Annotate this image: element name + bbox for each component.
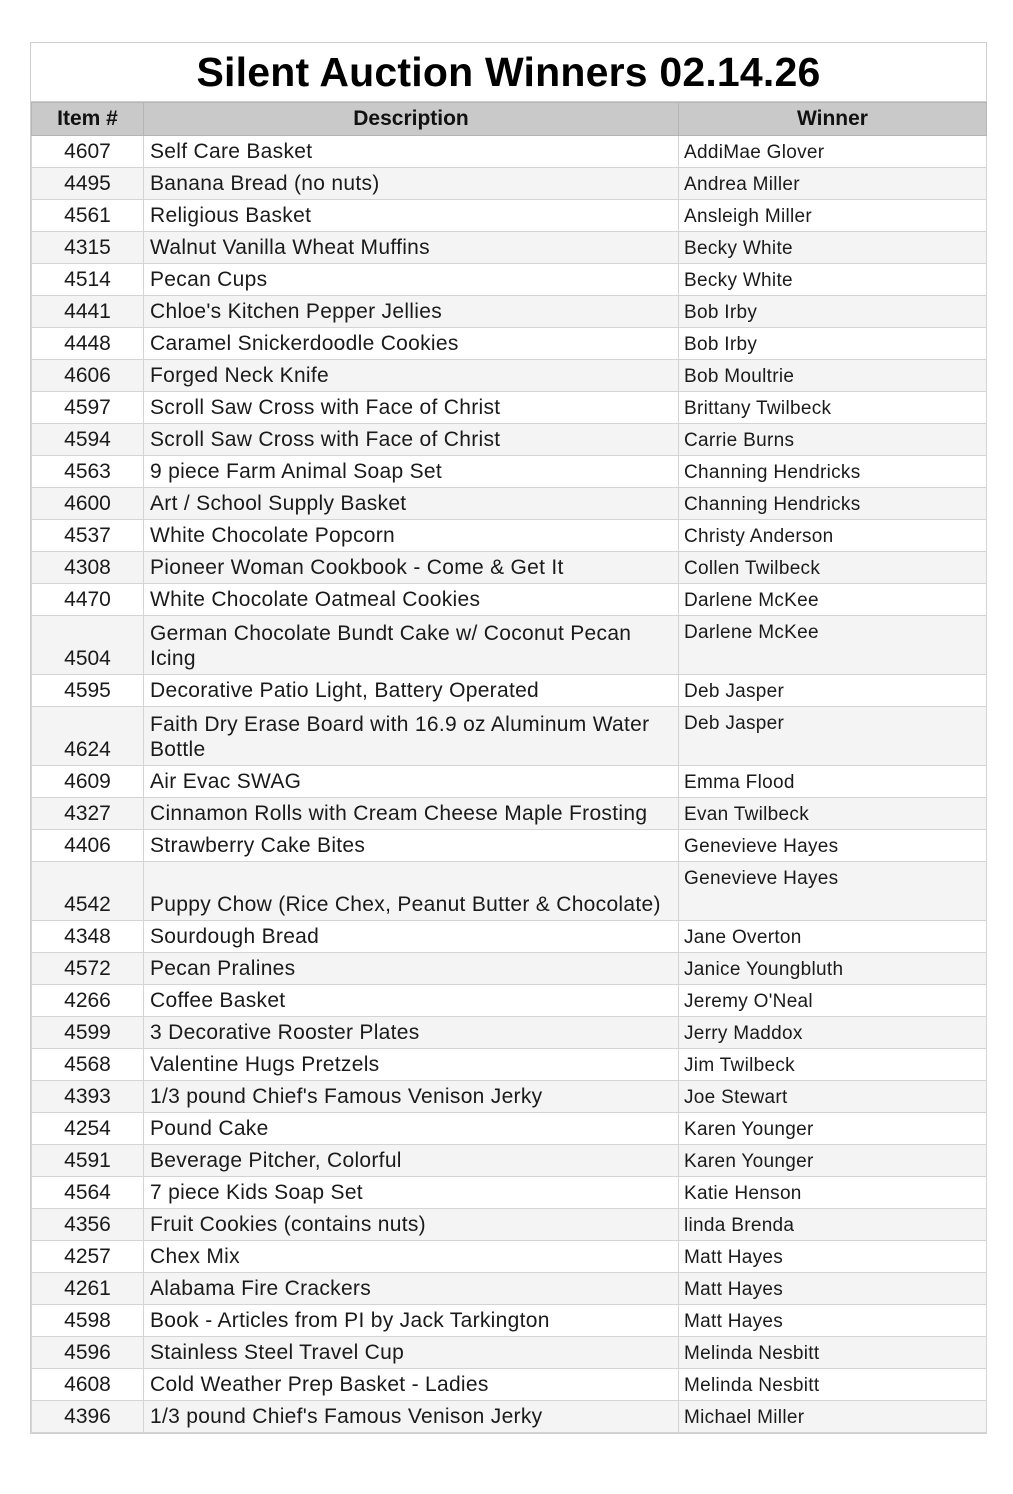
item-number-cell: 4542 xyxy=(32,862,144,921)
table-row xyxy=(32,552,987,584)
table-row xyxy=(32,520,987,552)
description-cell: Cold Weather Prep Basket - Ladies xyxy=(144,1369,679,1401)
description-cell: Pound Cake xyxy=(144,1113,679,1145)
item-number-cell: 4568 xyxy=(32,1049,144,1081)
description-cell: Beverage Pitcher, Colorful xyxy=(144,1145,679,1177)
winner-cell: Andrea Miller xyxy=(679,168,987,200)
table-row xyxy=(32,1337,987,1369)
table-row xyxy=(32,921,987,953)
item-number-cell: 4595 xyxy=(32,675,144,707)
winner-cell: Brittany Twilbeck xyxy=(679,392,987,424)
table-row xyxy=(32,1145,987,1177)
winner-cell: Ansleigh Miller xyxy=(679,200,987,232)
winner-cell: Deb Jasper xyxy=(679,675,987,707)
item-number-cell: 4591 xyxy=(32,1145,144,1177)
description-cell: Valentine Hugs Pretzels xyxy=(144,1049,679,1081)
description-cell: 3 Decorative Rooster Plates xyxy=(144,1017,679,1049)
description-cell: Art / School Supply Basket xyxy=(144,488,679,520)
table-row xyxy=(32,1017,987,1049)
description-cell: Religious Basket xyxy=(144,200,679,232)
table-row xyxy=(32,616,987,675)
table-row xyxy=(32,424,987,456)
table-row xyxy=(32,456,987,488)
table-row xyxy=(32,953,987,985)
description-cell: Sourdough Bread xyxy=(144,921,679,953)
winner-cell: Emma Flood xyxy=(679,766,987,798)
table-row xyxy=(32,232,987,264)
page-title: Silent Auction Winners 02.14.26 xyxy=(31,43,986,102)
description-cell: Pecan Pralines xyxy=(144,953,679,985)
description-cell: Coffee Basket xyxy=(144,985,679,1017)
item-number-cell: 4609 xyxy=(32,766,144,798)
description-cell: German Chocolate Bundt Cake w/ Coconut Pecan Icing xyxy=(144,616,679,675)
item-number-cell: 4470 xyxy=(32,584,144,616)
item-number-cell: 4514 xyxy=(32,264,144,296)
description-cell: Book - Articles from PI by Jack Tarkington xyxy=(144,1305,679,1337)
item-number-cell: 4356 xyxy=(32,1209,144,1241)
item-number-cell: 4606 xyxy=(32,360,144,392)
winner-cell: Darlene McKee xyxy=(679,616,987,675)
winner-cell: Darlene McKee xyxy=(679,584,987,616)
table-row xyxy=(32,798,987,830)
item-number-cell: 4599 xyxy=(32,1017,144,1049)
description-cell: Scroll Saw Cross with Face of Christ xyxy=(144,424,679,456)
description-cell: Banana Bread (no nuts) xyxy=(144,168,679,200)
item-number-cell: 4308 xyxy=(32,552,144,584)
table-row xyxy=(32,200,987,232)
item-number-cell: 4396 xyxy=(32,1401,144,1433)
winner-cell: Jane Overton xyxy=(679,921,987,953)
winner-cell: Christy Anderson xyxy=(679,520,987,552)
item-number-cell: 4594 xyxy=(32,424,144,456)
description-cell: Caramel Snickerdoodle Cookies xyxy=(144,328,679,360)
table-row xyxy=(32,830,987,862)
item-number-cell: 4327 xyxy=(32,798,144,830)
winner-cell: Melinda Nesbitt xyxy=(679,1337,987,1369)
table-row xyxy=(32,1081,987,1113)
table-row xyxy=(32,296,987,328)
winner-cell: Carrie Burns xyxy=(679,424,987,456)
winners-table xyxy=(31,102,987,1433)
item-number-cell: 4406 xyxy=(32,830,144,862)
winner-cell: Channing Hendricks xyxy=(679,488,987,520)
description-cell: Strawberry Cake Bites xyxy=(144,830,679,862)
winner-cell: Bob Irby xyxy=(679,296,987,328)
table-row xyxy=(32,136,987,168)
item-number-cell: 4504 xyxy=(32,616,144,675)
winner-cell: Katie Henson xyxy=(679,1177,987,1209)
winner-cell: linda Brenda xyxy=(679,1209,987,1241)
description-cell: Forged Neck Knife xyxy=(144,360,679,392)
winner-cell: Genevieve Hayes xyxy=(679,862,987,921)
item-number-cell: 4495 xyxy=(32,168,144,200)
winner-cell: Michael Miller xyxy=(679,1401,987,1433)
item-number-cell: 4598 xyxy=(32,1305,144,1337)
item-number-cell: 4597 xyxy=(32,392,144,424)
winner-cell: Matt Hayes xyxy=(679,1305,987,1337)
table-row xyxy=(32,1241,987,1273)
description-cell: Pecan Cups xyxy=(144,264,679,296)
table-row xyxy=(32,264,987,296)
column-header-description: Description xyxy=(144,103,679,136)
description-cell: Scroll Saw Cross with Face of Christ xyxy=(144,392,679,424)
item-number-cell: 4266 xyxy=(32,985,144,1017)
table-row xyxy=(32,488,987,520)
winner-cell: Karen Younger xyxy=(679,1145,987,1177)
item-number-cell: 4564 xyxy=(32,1177,144,1209)
winner-cell: Matt Hayes xyxy=(679,1241,987,1273)
winner-cell: Jim Twilbeck xyxy=(679,1049,987,1081)
item-number-cell: 4607 xyxy=(32,136,144,168)
table-row xyxy=(32,1305,987,1337)
winner-cell: Channing Hendricks xyxy=(679,456,987,488)
description-cell: Walnut Vanilla Wheat Muffins xyxy=(144,232,679,264)
table-row xyxy=(32,392,987,424)
description-cell: 1/3 pound Chief's Famous Venison Jerky xyxy=(144,1401,679,1433)
item-number-cell: 4572 xyxy=(32,953,144,985)
header-row xyxy=(32,103,987,136)
winner-cell: Bob Irby xyxy=(679,328,987,360)
item-number-cell: 4257 xyxy=(32,1241,144,1273)
description-cell: Fruit Cookies (contains nuts) xyxy=(144,1209,679,1241)
table-row xyxy=(32,862,987,921)
item-number-cell: 4348 xyxy=(32,921,144,953)
table-row xyxy=(32,1209,987,1241)
item-number-cell: 4563 xyxy=(32,456,144,488)
auction-winners-sheet xyxy=(30,42,987,1434)
table-row xyxy=(32,675,987,707)
description-cell: Decorative Patio Light, Battery Operated xyxy=(144,675,679,707)
item-number-cell: 4448 xyxy=(32,328,144,360)
table-row xyxy=(32,766,987,798)
winner-cell: Collen Twilbeck xyxy=(679,552,987,584)
winner-cell: Joe Stewart xyxy=(679,1081,987,1113)
description-cell: Stainless Steel Travel Cup xyxy=(144,1337,679,1369)
winner-cell: Jeremy O'Neal xyxy=(679,985,987,1017)
item-number-cell: 4315 xyxy=(32,232,144,264)
item-number-cell: 4624 xyxy=(32,707,144,766)
table-row xyxy=(32,985,987,1017)
description-cell: Puppy Chow (Rice Chex, Peanut Butter & Chocolate) xyxy=(144,862,679,921)
winner-cell: Janice Youngbluth xyxy=(679,953,987,985)
winner-cell: Evan Twilbeck xyxy=(679,798,987,830)
winner-cell: Deb Jasper xyxy=(679,707,987,766)
winner-cell: Becky White xyxy=(679,232,987,264)
winner-cell: AddiMae Glover xyxy=(679,136,987,168)
description-cell: 1/3 pound Chief's Famous Venison Jerky xyxy=(144,1081,679,1113)
table-row xyxy=(32,1369,987,1401)
winner-cell: Melinda Nesbitt xyxy=(679,1369,987,1401)
item-number-cell: 4537 xyxy=(32,520,144,552)
column-header-winner: Winner xyxy=(679,103,987,136)
item-number-cell: 4596 xyxy=(32,1337,144,1369)
description-cell: 9 piece Farm Animal Soap Set xyxy=(144,456,679,488)
description-cell: Faith Dry Erase Board with 16.9 oz Aluminum Water Bottle xyxy=(144,707,679,766)
item-number-cell: 4261 xyxy=(32,1273,144,1305)
item-number-cell: 4608 xyxy=(32,1369,144,1401)
description-cell: Pioneer Woman Cookbook - Come & Get It xyxy=(144,552,679,584)
item-number-cell: 4600 xyxy=(32,488,144,520)
description-cell: Chex Mix xyxy=(144,1241,679,1273)
winner-cell: Genevieve Hayes xyxy=(679,830,987,862)
description-cell: Air Evac SWAG xyxy=(144,766,679,798)
description-cell: White Chocolate Oatmeal Cookies xyxy=(144,584,679,616)
description-cell: Self Care Basket xyxy=(144,136,679,168)
table-row xyxy=(32,707,987,766)
description-cell: Cinnamon Rolls with Cream Cheese Maple Frosting xyxy=(144,798,679,830)
column-header-item: Item # xyxy=(32,103,144,136)
table-row xyxy=(32,1273,987,1305)
table-row xyxy=(32,1401,987,1433)
table-row xyxy=(32,360,987,392)
item-number-cell: 4393 xyxy=(32,1081,144,1113)
table-row xyxy=(32,1177,987,1209)
table-body xyxy=(32,136,987,1433)
description-cell: White Chocolate Popcorn xyxy=(144,520,679,552)
item-number-cell: 4441 xyxy=(32,296,144,328)
table-row xyxy=(32,1113,987,1145)
table-row xyxy=(32,328,987,360)
winner-cell: Karen Younger xyxy=(679,1113,987,1145)
table-row xyxy=(32,168,987,200)
item-number-cell: 4561 xyxy=(32,200,144,232)
winner-cell: Becky White xyxy=(679,264,987,296)
winner-cell: Matt Hayes xyxy=(679,1273,987,1305)
item-number-cell: 4254 xyxy=(32,1113,144,1145)
winner-cell: Bob Moultrie xyxy=(679,360,987,392)
description-cell: Chloe's Kitchen Pepper Jellies xyxy=(144,296,679,328)
description-cell: 7 piece Kids Soap Set xyxy=(144,1177,679,1209)
description-cell: Alabama Fire Crackers xyxy=(144,1273,679,1305)
table-row xyxy=(32,584,987,616)
winner-cell: Jerry Maddox xyxy=(679,1017,987,1049)
table-row xyxy=(32,1049,987,1081)
